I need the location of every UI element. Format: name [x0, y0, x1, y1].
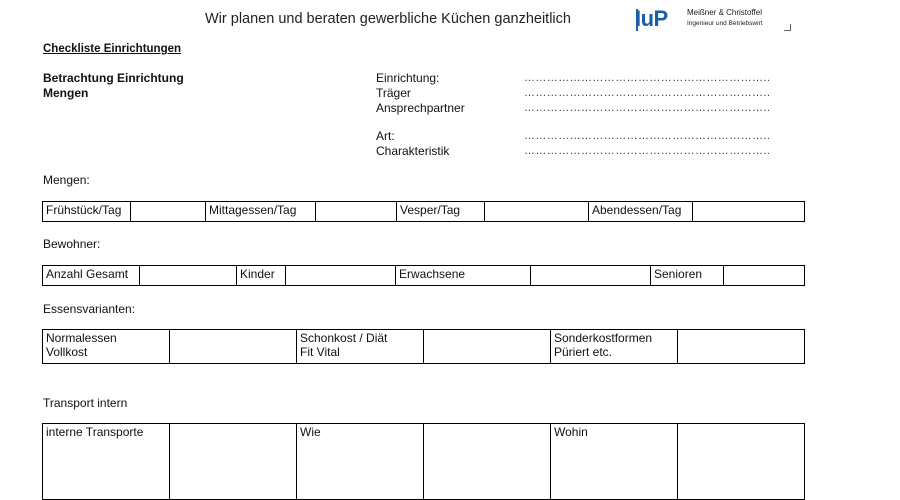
field-line-charakteristik[interactable]: ………………………………………………………..	[524, 145, 771, 157]
field-label-art: Art:	[376, 129, 395, 143]
essen-schonkost-line1: Schonkost / Diät	[300, 331, 388, 345]
field-line-art[interactable]: ………………………………………………………..	[524, 130, 771, 142]
bewohner-senioren-label: Senioren	[651, 266, 724, 286]
transport-wohin-input[interactable]	[678, 424, 805, 500]
mengen-vesper-label: Vesper/Tag	[397, 202, 485, 222]
essen-normal-line1: Normalessen	[46, 331, 117, 345]
mengen-mittagessen-label: Mittagessen/Tag	[206, 202, 316, 222]
bewohner-kinder-input[interactable]	[286, 266, 396, 286]
essen-normal-line2: Vollkost	[46, 345, 88, 359]
essen-normal-label	[43, 330, 170, 364]
transport-table	[42, 423, 805, 500]
essen-sonderkost-input[interactable]	[678, 330, 805, 364]
essen-normal-input[interactable]	[170, 330, 297, 364]
mengen-fruehstueck-label: Frühstück/Tag	[43, 202, 131, 222]
transport-wie-input[interactable]	[424, 424, 551, 500]
field-label-traeger: Träger	[376, 86, 411, 100]
intro-subheading: Mengen	[43, 86, 89, 100]
intro-heading: Betrachtung Einrichtung	[43, 71, 184, 85]
mengen-abendessen-input[interactable]	[693, 202, 805, 222]
mengen-vesper-input[interactable]	[485, 202, 589, 222]
transport-interne-label: interne Transporte	[43, 424, 170, 500]
bewohner-gesamt-input[interactable]	[140, 266, 237, 286]
transport-label: Transport intern	[43, 396, 128, 410]
mengen-abendessen-label: Abendessen/Tag	[589, 202, 693, 222]
transport-wie-label: Wie	[297, 424, 424, 500]
logo-company-subtitle: Ingenieur und Betriebswirt	[687, 20, 763, 27]
transport-interne-input[interactable]	[170, 424, 297, 500]
field-label-charakteristik: Charakteristik	[376, 144, 450, 158]
essensvarianten-label: Essensvarianten:	[43, 302, 136, 316]
bewohner-erwachsene-input[interactable]	[531, 266, 651, 286]
bewohner-label: Bewohner:	[43, 237, 101, 251]
essensvarianten-table	[42, 329, 805, 364]
essen-sonderkost-line1: Sonderkostformen	[554, 331, 653, 345]
mengen-mittagessen-input[interactable]	[316, 202, 397, 222]
transport-wohin-label: Wohin	[551, 424, 678, 500]
field-line-ansprechpartner[interactable]: ………………………………………………………..	[524, 102, 771, 114]
essen-schonkost-line2: Fit Vital	[300, 345, 340, 359]
mengen-fruehstueck-input[interactable]	[131, 202, 206, 222]
essen-schonkost-input[interactable]	[424, 330, 551, 364]
field-line-einrichtung[interactable]: ………………………………………………………..	[524, 72, 771, 84]
header-tagline: Wir planen und beraten gewerbliche Küchen ganzheitlich	[205, 11, 571, 27]
bewohner-kinder-label: Kinder	[237, 266, 286, 286]
essen-sonderkost-label	[551, 330, 678, 364]
corner-mark	[784, 24, 791, 31]
bewohner-erwachsene-label: Erwachsene	[396, 266, 531, 286]
field-label-einrichtung: Einrichtung:	[376, 71, 440, 85]
bewohner-table	[42, 265, 805, 286]
company-logo: IuP	[635, 6, 668, 31]
logo-company-name: Meißner & Christoffel	[687, 8, 762, 17]
bewohner-gesamt-label: Anzahl Gesamt	[43, 266, 140, 286]
mengen-table	[42, 201, 805, 222]
bewohner-senioren-input[interactable]	[724, 266, 805, 286]
essen-sonderkost-line2: Püriert etc.	[554, 345, 613, 359]
document-title: Checkliste Einrichtungen	[43, 43, 182, 55]
field-label-ansprechpartner: Ansprechpartner	[376, 101, 465, 115]
mengen-label: Mengen:	[43, 173, 90, 187]
field-line-traeger[interactable]: ………………………………………………………..	[524, 87, 771, 99]
essen-schonkost-label	[297, 330, 424, 364]
